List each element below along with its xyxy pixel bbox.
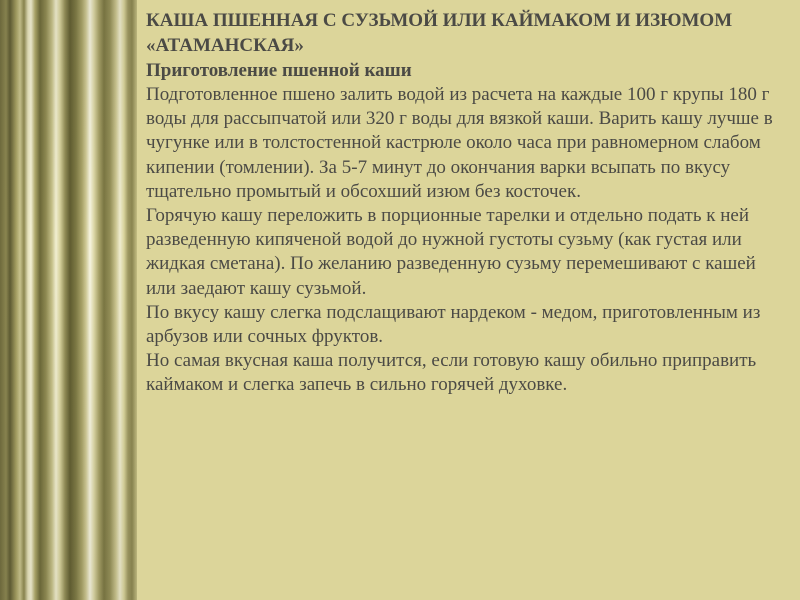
- paragraph-sweetening: По вкусу кашу слегка подслащивают нардеком - медом, приготовленным из арбузов или сочных фруктов.: [146, 301, 761, 348]
- section-heading: Приготовление пшенной каши: [146, 60, 412, 81]
- paragraph-cooking: Подготовленное пшено залить водой из расчета на каждые 100 г крупы 180 г воды для рассыпчатой или 320 г воды для вязкой каши. Варить кашу лучше в чугунке или в толстостенной кастрюле около часа при равномерном слабом кипении (томлении). За 5-7 минут до окончания варки всыпать по вкусу тщательно промытый и обсохший изюм без косточек.: [146, 84, 773, 202]
- slide-content: [146, 8, 786, 398]
- paragraph-serving: Горячую кашу переложить в порционные тарелки и отдельно подать к ней разведенную кипяченой водой до нужной густоты сузьму (как густая или жидкая сметана). По желанию разведенную сузьму перемешивают с кашей или заедают кашу сузьмой.: [146, 205, 756, 299]
- recipe-title: КАША ПШЕННАЯ С СУЗЬМОЙ ИЛИ КАЙМАКОМ И ИЗЮМОМ «АТАМАНСКАЯ»: [146, 10, 733, 56]
- paragraph-baking: Но самая вкусная каша получится, если готовую кашу обильно приправить каймаком и слегка запечь в сильно горячей духовке.: [146, 350, 757, 396]
- decorative-border-shade: [0, 0, 137, 600]
